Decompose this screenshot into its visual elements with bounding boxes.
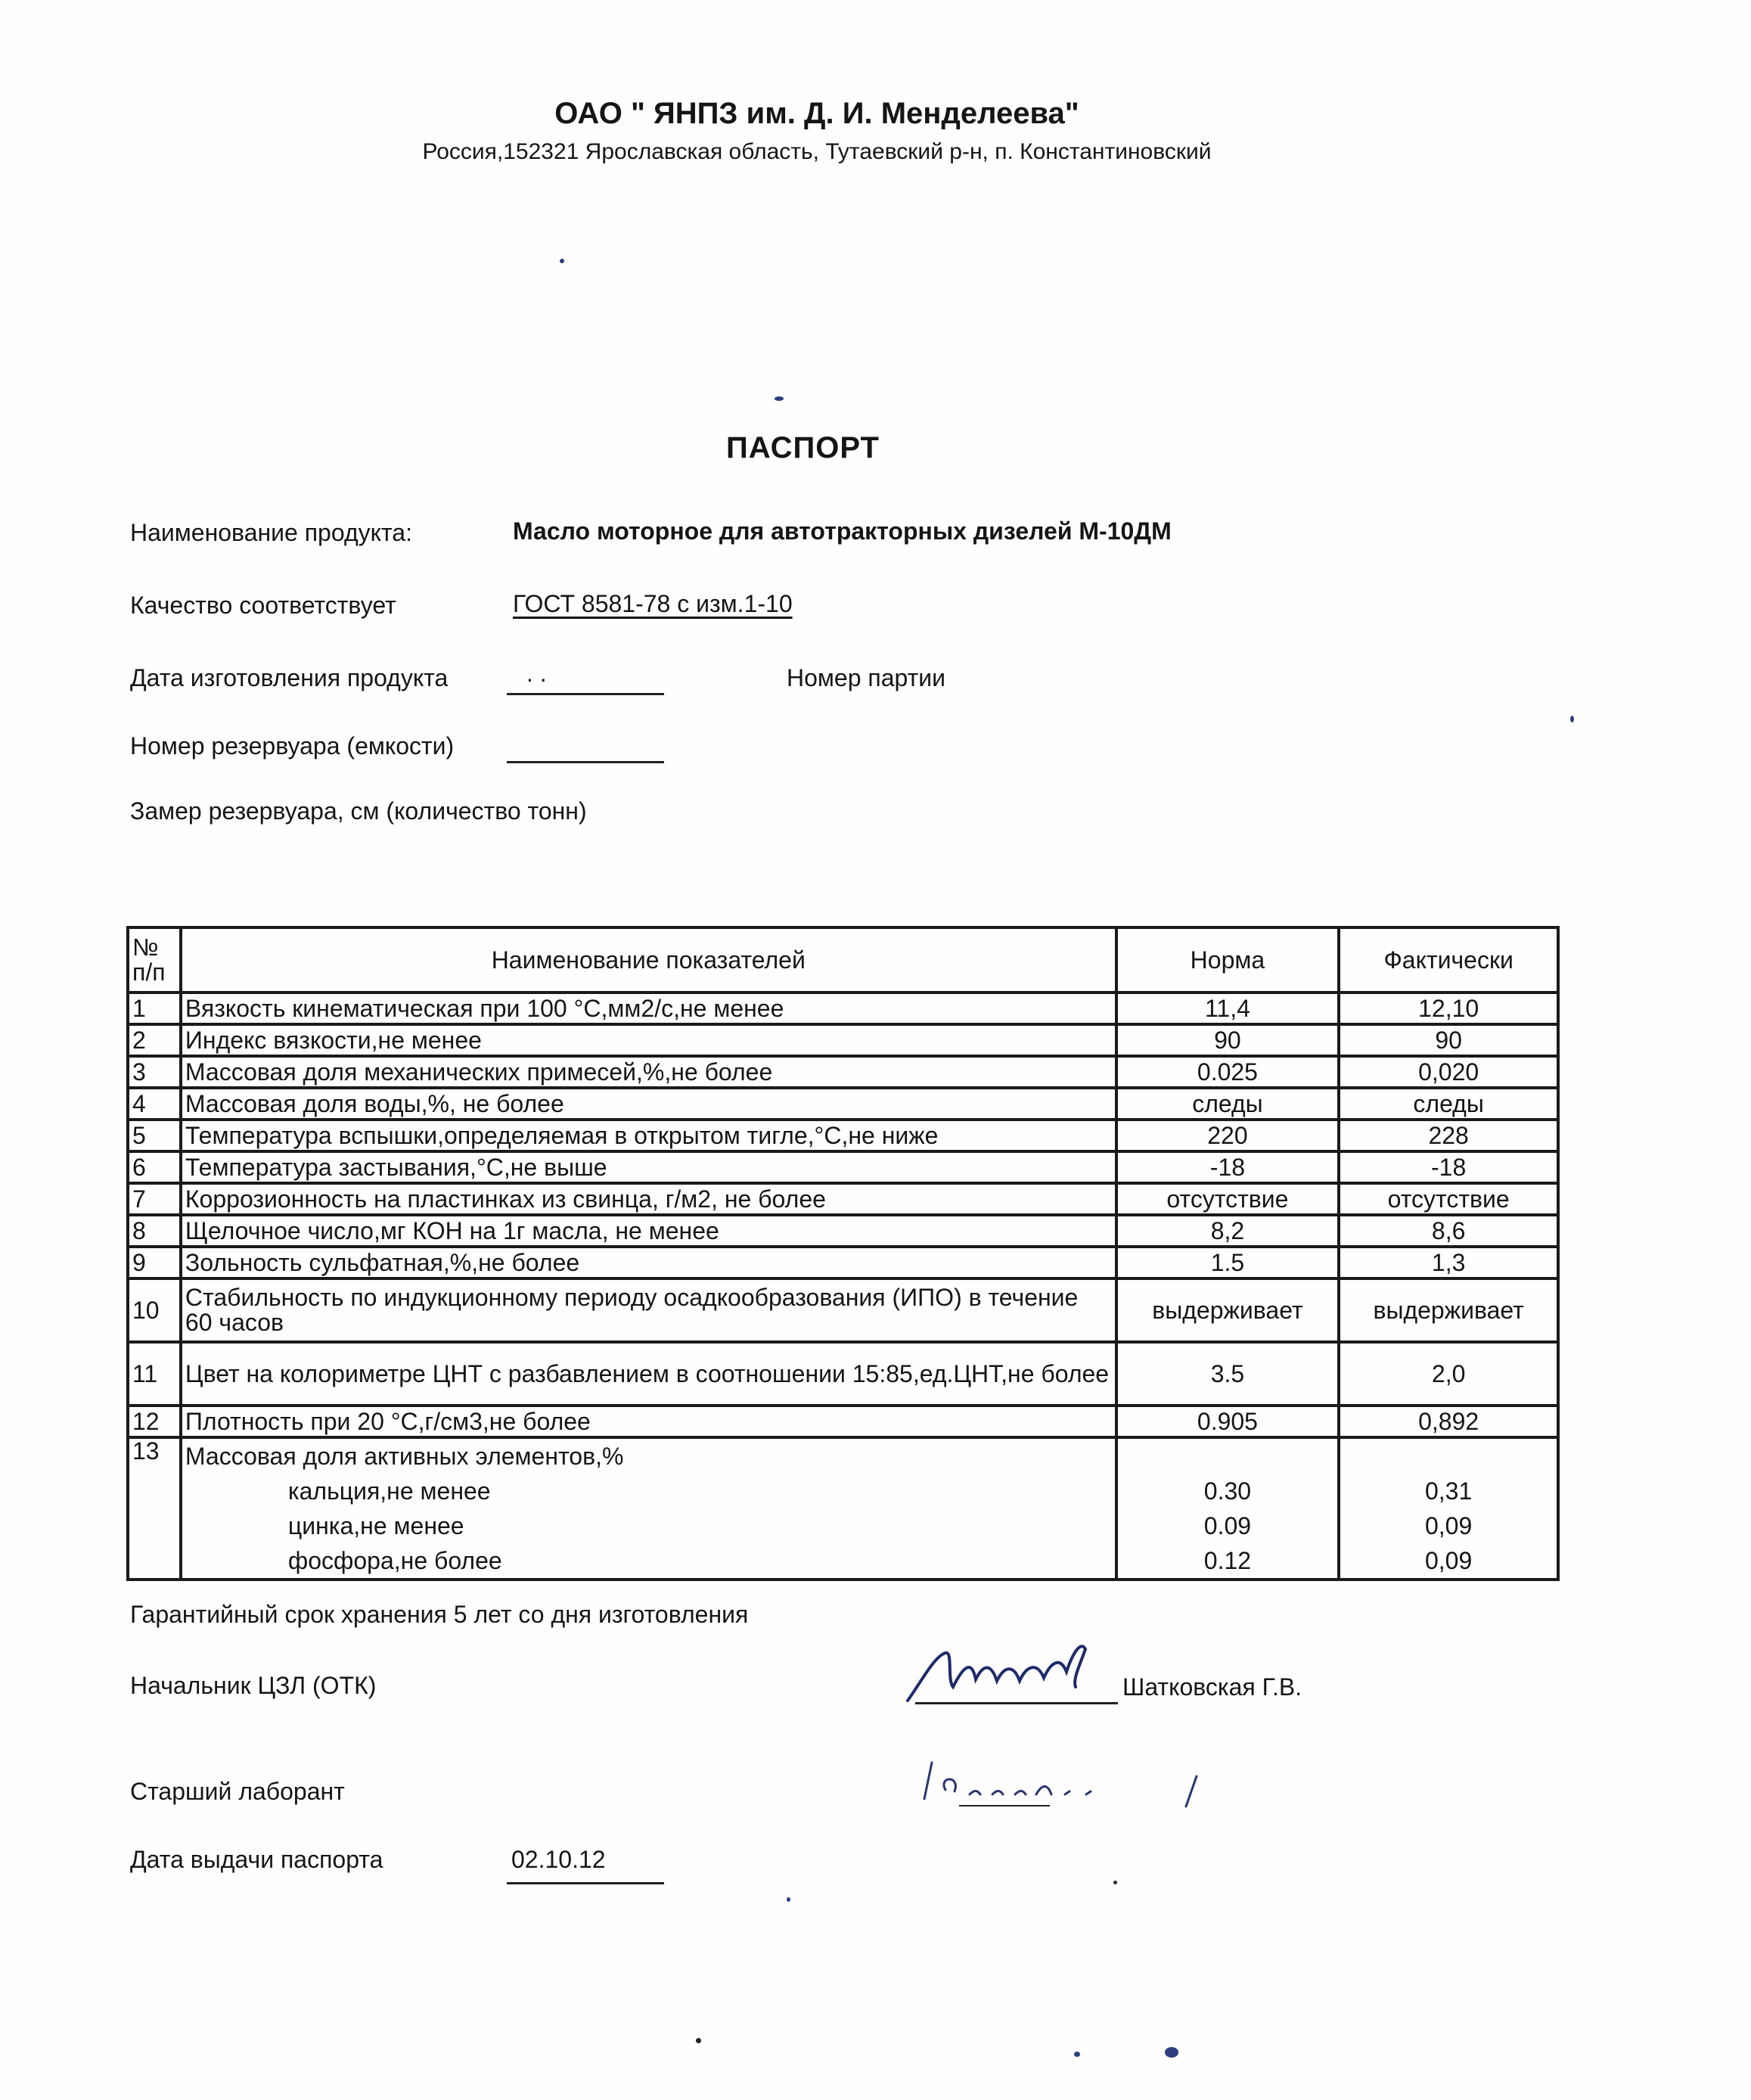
row-parameter: Плотность при 20 °С,г/см3,не более: [181, 1406, 1116, 1437]
organization-address: Россия,152321 Ярославская область, Тутаевский р-н, п. Константиновский: [422, 139, 1212, 164]
header-number: № п/п: [128, 927, 181, 993]
actual-zinc: 0,09: [1424, 1512, 1473, 1539]
ink-speck: [696, 2038, 701, 2043]
sub-parameter-phosphorus: фосфора,не более: [287, 1547, 502, 1574]
row-norm: 3.5: [1116, 1342, 1340, 1406]
row-actual: 8,6: [1339, 1215, 1558, 1247]
issue-date-value: 02.10.12: [511, 1846, 606, 1873]
table-row: [128, 1183, 1558, 1215]
row-parameter: Стабильность по индукционному периоду осадкообразования (ИПО) в течение 60 часов: [181, 1278, 1116, 1342]
table-row-active-elements: [128, 1437, 1558, 1580]
row-norm: 1.5: [1116, 1247, 1340, 1278]
row-parameter: Индекс вязкости,не менее: [181, 1024, 1116, 1056]
row-number: 13: [128, 1437, 181, 1580]
row-parameter: Коррозионность на пластинках из свинца, г/м2, не более: [181, 1183, 1116, 1215]
row-actual: 2,0: [1339, 1342, 1558, 1406]
row-actual: -18: [1339, 1151, 1558, 1183]
table-header-row: [128, 927, 1558, 993]
norm-calcium: 0.30: [1203, 1477, 1252, 1505]
product-value: Масло моторное для автотракторных дизелей М-10ДМ: [513, 517, 1172, 545]
chief-signature: [900, 1634, 1127, 1710]
table-row: [128, 1247, 1558, 1278]
ink-speck: [1113, 1881, 1117, 1884]
row-parameter: [181, 1437, 1116, 1580]
table-row: [128, 1120, 1558, 1151]
chief-signature-line: [915, 1702, 1118, 1704]
table-row: [128, 1056, 1558, 1088]
row-actual: выдерживает: [1339, 1278, 1558, 1342]
issue-date-label: Дата выдачи паспорта: [130, 1846, 383, 1873]
row-parameter: Цвет на колориметре ЦНТ с разбавлением в соотношении 15:85,ед.ЦНТ,не более: [181, 1342, 1116, 1406]
row-norm: 220: [1116, 1120, 1340, 1151]
table-row: [128, 1215, 1558, 1247]
issue-date-line: [507, 1882, 664, 1884]
row-parameter: Массовая доля механических примесей,%,не более: [181, 1056, 1116, 1088]
norm-zinc: 0.09: [1203, 1512, 1252, 1539]
tank-number-line: [507, 761, 664, 763]
ink-speck: [775, 396, 784, 401]
batch-number-label: Номер партии: [787, 664, 946, 691]
row-actual: [1339, 1437, 1558, 1580]
row-number: 7: [128, 1183, 181, 1215]
row-parameter: Вязкость кинематическая при 100 °С,мм2/с,не менее: [181, 993, 1116, 1024]
row-parameter: Зольность сульфатная,%,не более: [181, 1247, 1116, 1278]
quality-standard: ГОСТ 8581-78 с изм.1-10: [513, 590, 793, 617]
table-row: [128, 1088, 1558, 1120]
row-norm: отсутствие: [1116, 1183, 1340, 1215]
row-number: 3: [128, 1056, 181, 1088]
row-parameter: Массовая доля воды,%, не более: [181, 1088, 1116, 1120]
header-parameter: Наименование показателей: [181, 927, 1116, 993]
production-date-label: Дата изготовления продукта: [130, 664, 449, 691]
row-norm: -18: [1116, 1151, 1340, 1183]
row-actual: 0,020: [1339, 1056, 1558, 1088]
chief-label: Начальник ЦЗЛ (ОТК): [130, 1672, 377, 1699]
sub-parameter-calcium: кальция,не менее: [287, 1477, 491, 1505]
ink-speck: [1165, 2047, 1178, 2058]
row-norm: 0.905: [1116, 1406, 1340, 1437]
active-elements-title: Массовая доля активных элементов,%: [185, 1443, 624, 1470]
row-number: 1: [128, 993, 181, 1024]
sub-parameter-zinc: цинка,не менее: [287, 1512, 464, 1539]
row-actual: следы: [1339, 1088, 1558, 1120]
table-row: [128, 1151, 1558, 1183]
production-date-line: [507, 693, 664, 695]
row-number: 6: [128, 1151, 181, 1183]
row-norm: выдерживает: [1116, 1278, 1340, 1342]
row-actual: 1,3: [1339, 1247, 1558, 1278]
row-parameter: Температура застывания,°С,не выше: [181, 1151, 1116, 1183]
senior-lab-label: Старший лаборант: [130, 1778, 345, 1805]
row-actual: 0,892: [1339, 1406, 1558, 1437]
lab-signature-line: [959, 1805, 1050, 1806]
tank-measure-label: Замер резервуара, см (количество тонн): [130, 797, 587, 825]
production-date-value: . .: [526, 660, 547, 687]
ink-speck: [1570, 716, 1574, 722]
row-number: 12: [128, 1406, 181, 1437]
table-row: [128, 1406, 1558, 1437]
table-row: [128, 1342, 1558, 1406]
row-parameter: Температура вспышки,определяемая в открытом тигле,°С,не ниже: [181, 1120, 1116, 1151]
row-actual: 228: [1339, 1120, 1558, 1151]
table-row: [128, 993, 1558, 1024]
row-norm: 0.025: [1116, 1056, 1340, 1088]
norm-phosphorus: 0.12: [1203, 1547, 1252, 1574]
actual-phosphorus: 0,09: [1424, 1547, 1473, 1574]
header-actual: Фактически: [1339, 927, 1558, 993]
row-parameter: Щелочное число,мг КОН на 1г масла, не менее: [181, 1215, 1116, 1247]
actual-calcium: 0,31: [1424, 1477, 1473, 1505]
row-number: 5: [128, 1120, 181, 1151]
header-norm: Норма: [1116, 927, 1340, 993]
row-actual: 90: [1339, 1024, 1558, 1056]
row-norm: 11,4: [1116, 993, 1340, 1024]
organization-name: ОАО " ЯНПЗ им. Д. И. Менделеева": [554, 97, 1079, 130]
ink-speck: [560, 259, 564, 263]
row-number: 11: [128, 1342, 181, 1406]
row-norm: 90: [1116, 1024, 1340, 1056]
row-number: 8: [128, 1215, 181, 1247]
parameters-table: [126, 926, 1560, 1581]
row-number: 2: [128, 1024, 181, 1056]
row-actual: 12,10: [1339, 993, 1558, 1024]
table-row: [128, 1278, 1558, 1342]
quality-label: Качество соответствует: [130, 592, 396, 619]
table-row: [128, 1024, 1558, 1056]
row-number: 10: [128, 1278, 181, 1342]
row-number: 9: [128, 1247, 181, 1278]
chief-name: Шатковская Г.В.: [1122, 1673, 1302, 1701]
document-title: ПАСПОРТ: [726, 431, 880, 464]
ink-speck: [787, 1897, 790, 1902]
row-actual: отсутствие: [1339, 1183, 1558, 1215]
row-norm: [1116, 1437, 1340, 1580]
row-number: 4: [128, 1088, 181, 1120]
row-norm: следы: [1116, 1088, 1340, 1120]
product-label: Наименование продукта:: [130, 519, 412, 546]
tank-number-label: Номер резервуара (емкости): [130, 732, 455, 760]
row-norm: 8,2: [1116, 1215, 1340, 1247]
warranty-text: Гарантийный срок хранения 5 лет со дня изготовления: [130, 1601, 749, 1628]
ink-speck: [1074, 2052, 1080, 2057]
